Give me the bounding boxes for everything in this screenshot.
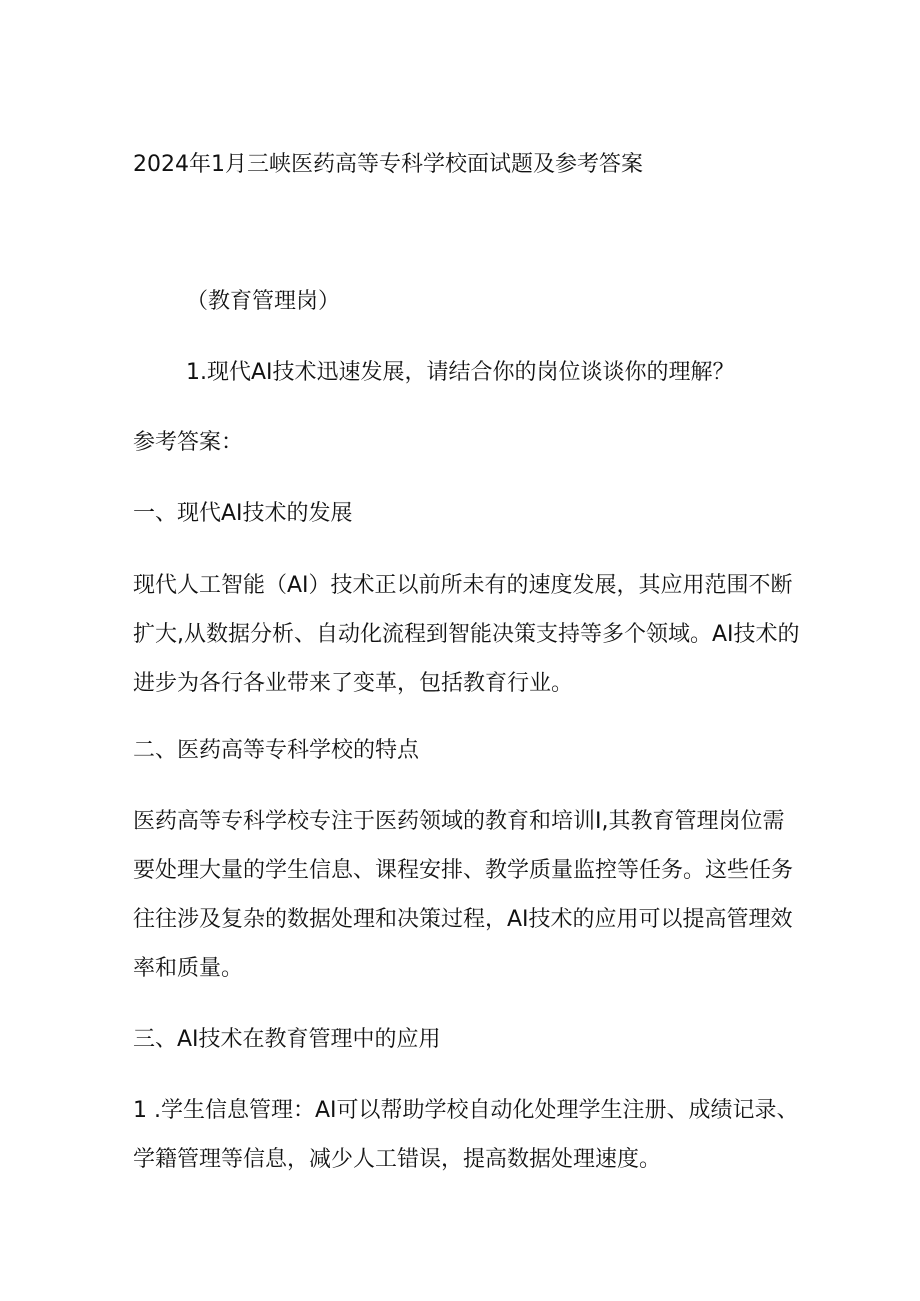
document-subtitle: （教育管理岗） [186,289,341,314]
document-title: 2024年1月三峡医药高等专科学校面试题及参考答案 [133,152,643,177]
section-body-3: 1 .学生信息管理：AI可以帮助学校自动化处理学生注册、成绩记录、学籍管理等信息，减少人工错误，提高数据处理速度。 [133,1098,799,1172]
section-heading-1: 一、现代AI技术的发展 [133,501,353,526]
section-heading-2: 二、医药高等专科学校的特点 [133,738,420,763]
section-body-2: 医药高等专科学校专注于医药领域的教育和培训I,其教育管理岗位需要处理大量的学生信息、课程安排、教学质量监控等任务。这些任务往往涉及复杂的数据处理和决策过程，AI技术的应用可以提高管理效率和质量。 [133,809,794,981]
answer-label: 参考答案： [133,430,244,455]
section-body-1: 现代人工智能（AI）技术正以前所未有的速度发展，其应用范围不断扩大,从数据分析、自动化流程到智能决策支持等多个领域。AI技术的进步为各行各业带来了变革，包括教育行业。 [133,573,800,696]
section-heading-3: 三、AI技术在教育管理中的应用 [133,1027,441,1052]
interview-question: 1.现代AI技术迅速发展，请结合你的岗位谈谈你的理解？ [186,360,735,385]
